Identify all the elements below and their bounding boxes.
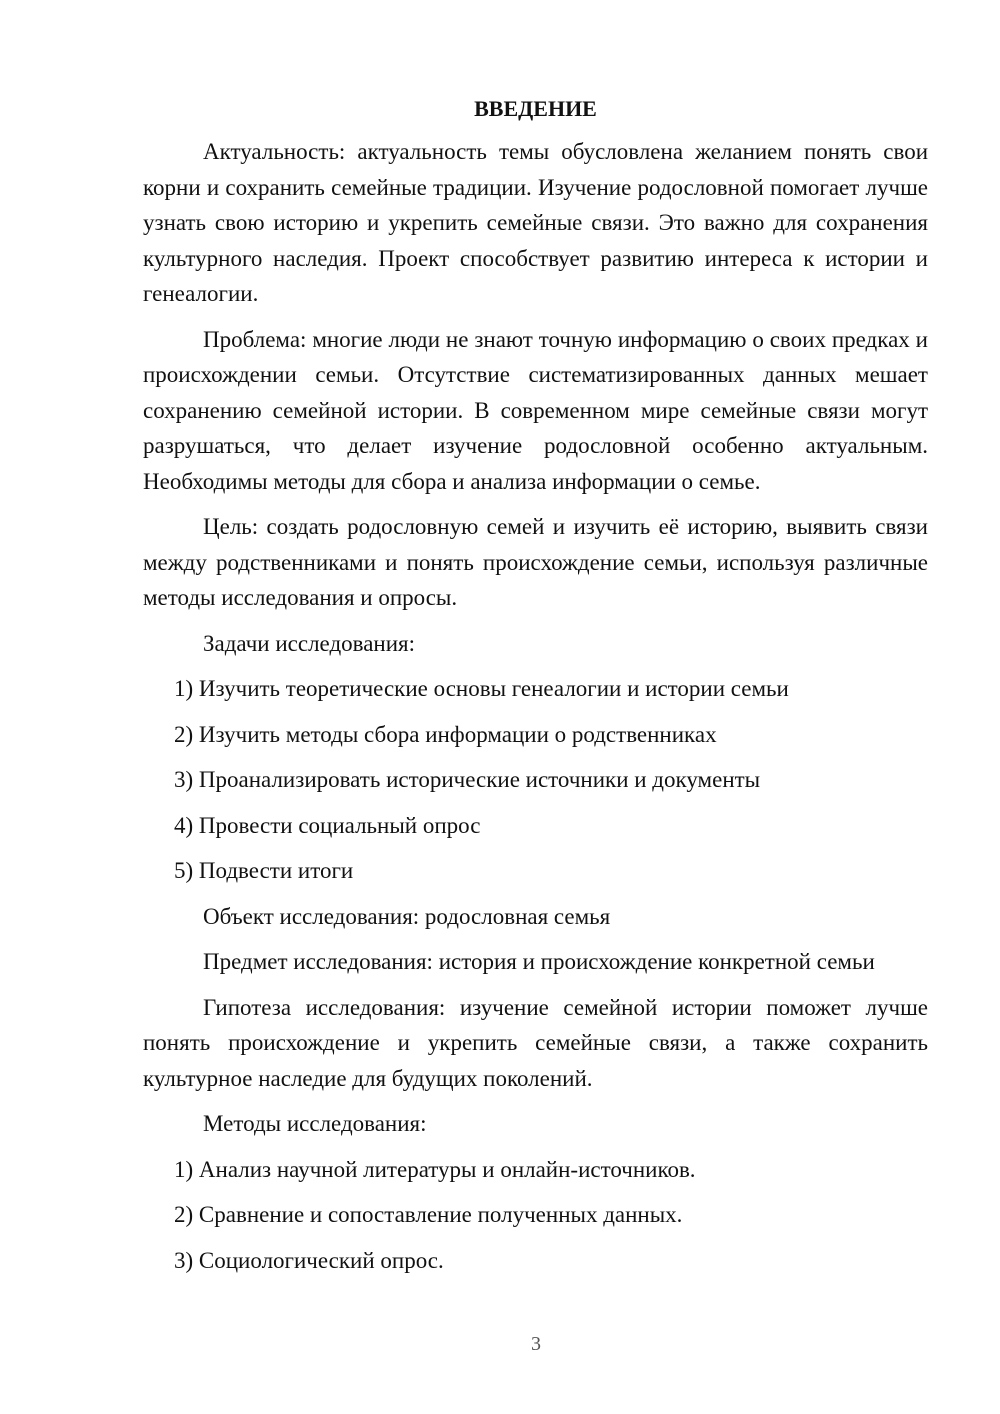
research-subject: Предмет исследования: история и происхождение конкретной семьи: [203, 949, 875, 974]
research-object: Объект исследования: родословная семья: [203, 903, 611, 929]
list-item: 2) Изучить методы сбора информации о родственниках: [174, 721, 717, 747]
list-item: 3) Социологический опрос.: [174, 1247, 444, 1273]
tasks-list: [143, 671, 928, 889]
list-item: 2) Сравнение и сопоставление полученных данных.: [174, 1202, 683, 1227]
methods-heading: Методы исследования:: [203, 1111, 427, 1136]
paragraph-goal: Цель: создать родословную семей и изучить её историю, выявить связи между родственниками и понять происхождение семьи, используя различные методы исследования и опросы.: [143, 514, 928, 610]
tasks-heading: Задачи исследования:: [203, 630, 416, 656]
methods-list: [143, 1152, 928, 1279]
list-item: 4) Провести социальный опрос: [174, 812, 481, 838]
list-item: 1) Изучить теоретические основы генеалогии и истории семьи: [174, 676, 789, 701]
page-content: [143, 94, 928, 1288]
list-item: 3) Проанализировать исторические источники и документы: [174, 767, 761, 792]
research-hypothesis: Гипотеза исследования: изучение семейной истории поможет лучше понять происхождение и укрепить семейные связи, а также сохранить культурное наследие для будущих поколений.: [143, 994, 928, 1091]
list-item: 1) Анализ научной литературы и онлайн-источников.: [174, 1156, 696, 1182]
paragraph-problem: Проблема: многие люди не знают точную информацию о своих предках и происхождении семьи. Отсутствие систематизированных данных мешает сохранению семейной истории. В современном мире семейные связи могут разрушаться, что делает изучение родословной особенно актуальным. Необходимы методы для сбора и анализа информации о семье.: [143, 326, 928, 494]
list-item: 5) Подвести итоги: [174, 858, 354, 883]
page-number: 3: [531, 1333, 541, 1355]
page-title: ВВЕДЕНИЕ: [474, 96, 597, 121]
paragraph-relevance: Актуальность: актуальность темы обусловлена желанием понять свои корни и сохранить семейные традиции. Изучение родословной помогает лучше узнать свою историю и укрепить семейные связи. Это важно для сохранения культурного наследия. Проект способствует развитию интереса к истории и генеалогии.: [143, 139, 928, 306]
